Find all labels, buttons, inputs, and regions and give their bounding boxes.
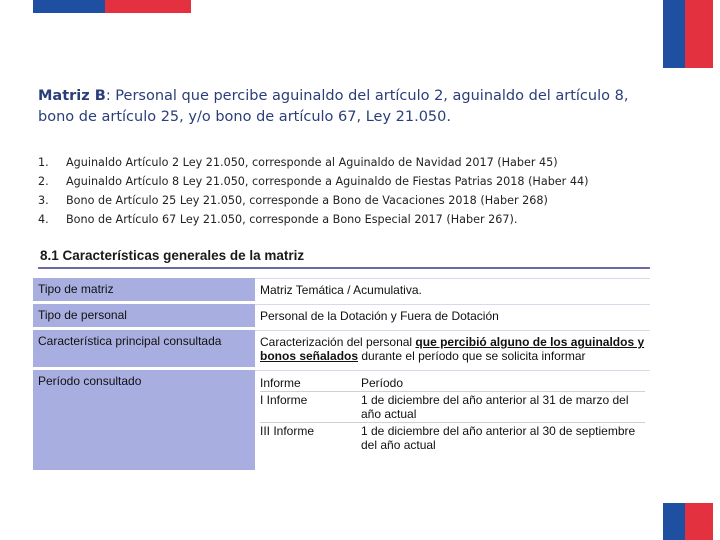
list-number: 2. (38, 175, 49, 188)
title-prefix: Matriz B (38, 88, 106, 104)
list-item (38, 172, 658, 191)
row-value: Personal de la Dotación y Fuera de Dotación (255, 304, 650, 327)
top-flag-band (33, 0, 191, 13)
list-number: 4. (38, 213, 49, 226)
subtable-cell: 1 de diciembre del año anterior al 31 de marzo del año actual (361, 392, 645, 423)
table-row (33, 304, 650, 327)
flag-blue-segment (33, 0, 105, 13)
row-label: Tipo de matriz (33, 278, 255, 301)
right-flag-top (663, 0, 713, 68)
list-item (38, 153, 658, 172)
list-text: Bono de Artículo 25 Ley 21.050, corresponde a Bono de Vacaciones 2018 (Haber 268) (66, 194, 548, 207)
row-value (255, 370, 650, 470)
subtable-cell: I Informe (260, 392, 361, 423)
table-row (33, 330, 650, 367)
list-text: Bono de Artículo 67 Ley 21.050, corresponde a Bono Especial 2017 (Haber 267). (66, 213, 518, 226)
flag-red-segment (105, 0, 191, 13)
subtable-row (260, 392, 645, 423)
list-item (38, 191, 658, 210)
list-text: Aguinaldo Artículo 8 Ley 21.050, corresponde a Aguinaldo de Fiestas Patrias 2018 (Haber 44) (66, 175, 589, 188)
subtable-row (260, 423, 645, 454)
period-subtable (260, 375, 645, 453)
flag-blue-bar (663, 0, 685, 68)
subtable-header-informe: Informe (260, 376, 301, 390)
right-flag-bottom (663, 503, 713, 540)
subtable-header-periodo: Período (361, 376, 404, 390)
table-row (33, 370, 650, 470)
section-divider (38, 267, 650, 269)
page-title (38, 86, 658, 128)
subtable-header (260, 375, 645, 392)
row-value (255, 330, 650, 367)
row-label: Período consultado (33, 370, 255, 470)
value-underlined-text: que percibió alguno de los aguinaldos y bonos señalados (260, 335, 645, 363)
subtable-cell: 1 de diciembre del año anterior al 30 de septiembre del año actual (361, 423, 645, 454)
title-rest: : Personal que percibe aguinaldo del artículo 2, aguinaldo del artículo 8, bono de artículo 25, y/o bono de artículo 67, Ley 21.050. (38, 88, 629, 125)
list-number: 1. (38, 156, 49, 169)
haber-list (38, 153, 658, 229)
subtable-cell: III Informe (260, 423, 361, 454)
flag-blue-bar (663, 503, 685, 540)
list-text: Aguinaldo Artículo 2 Ley 21.050, corresponde al Aguinaldo de Navidad 2017 (Haber 45) (66, 156, 558, 169)
value-text: durante el período que se solicita informar (358, 349, 586, 363)
value-text: Caracterización del personal (260, 335, 416, 349)
table-row (33, 278, 650, 301)
section-title: 8.1 Características generales de la matriz (40, 248, 305, 263)
row-value: Matriz Temática / Acumulativa. (255, 278, 650, 301)
matrix-table (33, 275, 650, 473)
row-label: Característica principal consultada (33, 330, 255, 367)
flag-red-bar (685, 503, 713, 540)
row-label: Tipo de personal (33, 304, 255, 327)
flag-red-bar (685, 0, 713, 68)
list-item (38, 210, 658, 229)
list-number: 3. (38, 194, 49, 207)
